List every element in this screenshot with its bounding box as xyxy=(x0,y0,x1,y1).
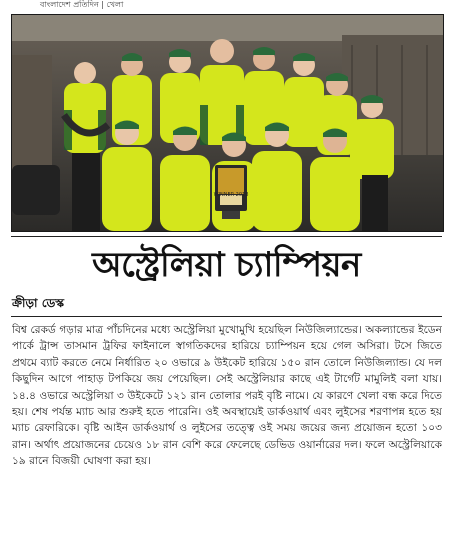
article-byline: ক্রীড়া ডেস্ক xyxy=(12,296,65,310)
team-celebration-photo xyxy=(11,14,444,232)
photo-divider xyxy=(11,236,442,237)
byline-divider xyxy=(11,316,442,317)
article-body: বিশ্ব রেকর্ড গড়ার মাত্র পাঁচদিনের মধ্যে অস্ট্রেলিয়া মুখোমুখি হয়েছিল নিউজিল্যান্ডের। অকল্যান্ডের ইডেন পার্কে ট্রান্স তাসমান ট্রফির ফাইনালে স্বাগতিকদের হারিয়ে চ্যাম্পিয়ন হয়ে গেল অসিরা। টসে জিতে প্রথমে ব্যাট করতে নেমে নির্ধারিত ২০ ওভারে ৯ উইকেট হারিয়ে ১৫০ রান তোলে নিউজিল্যান্ড। যে দল কিছুদিন আগে পাহাড় টপকিয়ে জয় পেয়েছিল। সেই অস্ট্রেলিয়ার কাছে এই টার্গেট মামুলিই বলা যায়। ১৪.৪ ওভারে অস্ট্রেলিয়া ৩ উইকেটে ১২১ রান তোলার পরই বৃষ্টি নামে। যে কারণে খেলা বন্ধ করে দিতে হয়। শেষ পর্যন্ত ম্যাচ আর শুরুই হতে পারেনি। ওই অবস্থায়েই ডার্কওয়ার্থ এবং লুইসের শরণাপন্ন হতে হয় ম্যাচ রেফারিকে। বৃষ্টি আইন ডার্কওয়ার্থ ও লুইসের তত্ত্বে ওই সময় জয়ের জন্য প্রয়োজন হতো ১০৩ রান। অর্থাৎ প্রয়োজনের চেয়েও ১৮ রান বেশি করে ফেলেছে ডেভিড ওয়ার্নারের দল। ফলে অস্ট্রেলিয়াকে ১৯ রানে বিজয়ী ঘোষণা করা হয়। xyxy=(12,324,442,468)
article-headline: অস্ট্রেলিয়া চ্যাম্পিয়ন xyxy=(92,245,361,285)
trophy-caption: WINNER 2018 xyxy=(213,192,249,198)
masthead-strip: বাংলাদেশ প্রতিদিন | খেলা xyxy=(40,0,124,9)
